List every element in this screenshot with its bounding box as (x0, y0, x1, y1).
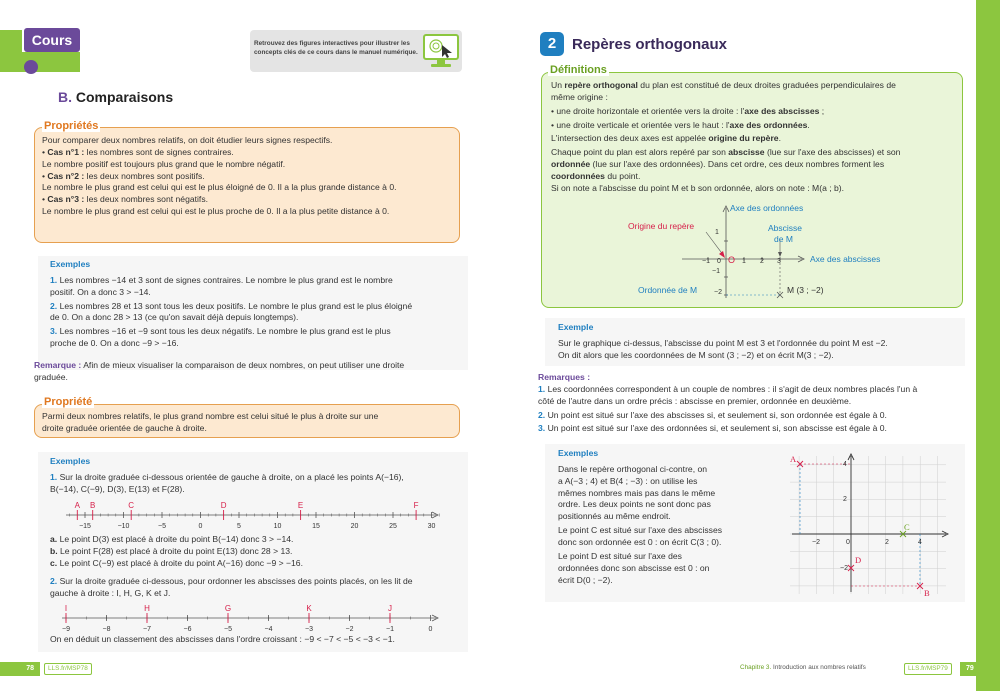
abscissa-label-2: de M (774, 234, 793, 244)
ordinate-label: Ordonnée de M (638, 285, 698, 295)
nl1-tick-label: 25 (389, 523, 397, 530)
definitions-text: Un repère orthogonal du plan est constitué de deux droites graduées perpendiculaires de même origine : • une droite horizontale et orientée vers la droite : l'axe des abscisses ; • une droite verticale et orientée vers le haut : l'axe des ordonnées. L'intersection des deux axes est appelée origine du repère. Chaque point du plan est alors repéré par son abscisse (lue sur l'axe des abscisses) et son ordonnée (lue sur l'axe des ordonnées). Dans cet ordre, ces deux nombres forment les coordonnées du point. Si on note a l'abscisse du point M et b son ordonnée, alors on note : M(a ; b). (551, 80, 901, 193)
grid-figure (786, 452, 956, 600)
origin-label: Origine du repère (628, 221, 695, 231)
nl2-tick-label: −9 (62, 626, 70, 633)
nl1-tick-label: 20 (350, 523, 359, 530)
nl2-point-label: G (224, 604, 232, 613)
promo-text: Retrouvez des figures interactives pour illustrer les concepts clés de ce cours dans le manuel numérique. (254, 40, 418, 57)
x-axis-label: Axe des abscisses (810, 254, 881, 264)
nl2-tick-label: −3 (305, 626, 313, 633)
tick-y--2: −2 (714, 289, 722, 296)
decor-bar (0, 52, 80, 72)
grid-tick-y-2: 2 (843, 496, 847, 503)
nl2-tick-label: −4 (264, 626, 273, 633)
nl1-tick-label: 0 (198, 523, 203, 530)
tick-x-0: 0 (717, 258, 721, 265)
nl1-point-label: D (220, 501, 227, 510)
tick-x-2: 2 (760, 258, 764, 265)
nl1-point-label: C (128, 501, 135, 510)
nl1-point-label: B (90, 501, 96, 510)
nl1-point-label: A (74, 501, 80, 510)
grid-tick-x--2: −2 (812, 539, 820, 546)
section-number: 2 (540, 32, 564, 56)
property-label: Propriété (44, 396, 93, 408)
abscissa-label: Abscisse (768, 223, 803, 233)
tick-x--1: −1 (702, 258, 710, 265)
grid-tick-y--2: −2 (840, 565, 848, 572)
examples-text: Exemples 1. Les nombres −14 et 3 sont de signes contraires. Le nombre le plus grand est le nombre positif. On a donc 3 > −14. 2. Les nombres 28 et 13 sont tous les deux positifs. Le nombre le plus grand est le plus éloigné de 0. On a donc 28 > 13 (ce qu'on savait déjà depuis longtemps). 3. Les nombres −16 et −9 sont tous les deux négatifs. Le nombre le plus grand est le plus proche de 0. On a donc −9 > −16. (50, 259, 413, 349)
example-text: Exemple Sur le graphique ci-dessus, l'abscisse du point M est 3 et l'ordonnée du point M est −2. On dit alors que les coordonnées de M sont (3 ; −2) et on écrit M(3 ; −2). (558, 322, 888, 360)
page-number-right: 79 (960, 662, 1000, 676)
definitions-label: Définitions (550, 64, 607, 76)
remarks: Remarques : 1. Les coordonnées correspondent à un couple de nombres : il s'agit de deux nombres placés l'un à côté de l'autre dans un ordre précis : abscisse en premier, ordonnée en deuxième. 2. Un point est situé sur l'axe des abscisses si, et seulement si, son ordonnée est égale à 0. 3. Un point est situé sur l'axe des ordonnées si, et seulement si, son abscisse est égale à 0. (538, 372, 918, 434)
tick-x-3: 3 (777, 258, 781, 265)
nl1-tick-label: 10 (273, 523, 282, 530)
coordinate-figure (622, 200, 892, 304)
properties-label: Propriétés (44, 120, 99, 132)
nl2-point-label: I (64, 604, 68, 613)
section-title: Repères orthogonaux (572, 36, 728, 53)
y-axis-label: Axe des ordonnées (730, 203, 804, 213)
grid-tick-x-2: 2 (885, 539, 889, 546)
nl2-point-label: K (306, 604, 312, 613)
nl1-tick-label: −10 (117, 523, 130, 530)
origin-o: O (728, 255, 736, 265)
nl1-tick-label: 15 (312, 523, 320, 530)
grid-point-a: A (790, 454, 797, 464)
number-line-2 (58, 602, 442, 634)
grid-point-b: B (924, 588, 930, 598)
nl1-tick-label: 30 (427, 523, 436, 530)
nl1-point-label: E (297, 501, 304, 510)
nl2-point-label: J (388, 604, 392, 613)
nl1-tick-label: −5 (158, 523, 166, 530)
cours-tab: Cours (24, 28, 80, 52)
decor-strip-right (976, 0, 1000, 691)
nl2-tick-label: −8 (102, 626, 111, 633)
tick-y-1: 1 (715, 229, 719, 236)
grid-tick-x-4: 4 (918, 539, 922, 546)
conclusion: On en déduit un classement des abscisses dans l'ordre croissant : −9 < −7 < −5 < −3 < −1. (50, 634, 395, 644)
grid-point-d: D (855, 555, 862, 565)
chapter-footer: Chapitre 3. Introduction aux nombres relatifs (740, 664, 866, 671)
point-m-label: M (3 ; −2) (787, 285, 824, 295)
nl1-tick-label: 5 (237, 523, 241, 530)
nl2-tick-label: −2 (345, 626, 354, 633)
decor-dot (24, 60, 38, 74)
examples-text-2b: a. Le point D(3) est placé à droite du point B(−14) donc 3 > −14. b. Le point F(28) est placé à droite du point E(13) donc 28 > 13. c. Le point C(−9) est placé à droite du point A(−16) donc −9 > −16. (50, 534, 303, 568)
tick-x-1: 1 (742, 258, 746, 265)
nl1-point-label: F (413, 501, 419, 510)
number-line-1 (60, 498, 440, 532)
section-heading: B. Comparaisons (58, 89, 174, 105)
property-text: Parmi deux nombres relatifs, le plus grand nombre est celui situé le plus à droite sur une droite graduée orientée de gauche à droite. (42, 411, 379, 433)
remark: Remarque : Afin de mieux visualiser la comparaison de deux nombres, on peut utiliser une droite graduée. (34, 360, 405, 382)
nl2-tick-label: −1 (386, 626, 394, 633)
nl1-tick-label: −15 (79, 523, 91, 530)
nl2-tick-label: 0 (428, 626, 433, 633)
examples-text-2c: 2. Sur la droite graduée ci-dessous, pour ordonner les abscisses des points placés, on les lit de gauche à droite : I, H, G, K et J. (50, 576, 413, 598)
properties-text: Pour comparer deux nombres relatifs, on doit étudier leurs signes respectifs. • Cas n°1 : les nombres sont de signes contraires. Le nombre positif est toujours plus grand que le nombre négatif. • Cas n°2 : les deux nombres sont positifs. Le nombre le plus grand est celui qui est le plus éloigné de 0. Il a la plus grande distance à 0. • Cas n°3 : les deux nombres sont négatifs. Le nombre le plus grand est celui qui est le plus proche de 0. Il a la plus petite distance à 0. (42, 135, 397, 217)
tick-y--1: −1 (712, 268, 720, 275)
grid-point-c: C (904, 522, 910, 532)
interactive-screen-icon[interactable] (422, 33, 460, 69)
nl2-tick-label: −5 (224, 626, 232, 633)
examples-text-2: Exemples 1. Sur la droite graduée ci-dessous orientée de gauche à droite, on a placé les points A(−16), B(−14), C(−9), D(3), E(13) et F(28). (50, 456, 404, 494)
examples-text-3: Exemples Dans le repère orthogonal ci-contre, on a A(−3 ; 4) et B(4 ; −3) : on utilise les mêmes nombres mais pas dans le même ordre. Les deux points ne sont donc pas positionnés au même endroit. Le point C est situé sur l'axe des abscisses donc son ordonnée est 0 : on écrit C(3 ; 0). Le point D est situé sur l'axe des ordonnées donc son abscisse est 0 : on écrit D(0 ; −2). (558, 448, 723, 585)
grid-tick-y-4: 4 (843, 461, 847, 468)
grid-tick-x-0: 0 (846, 539, 850, 546)
page-number-left: 78 (0, 662, 40, 676)
link-left[interactable]: LLS.fr/MSP78 (44, 663, 92, 675)
nl2-point-label: H (144, 604, 150, 613)
nl2-tick-label: −6 (183, 626, 192, 633)
link-right[interactable]: LLS.fr/MSP79 (904, 663, 952, 675)
nl2-tick-label: −7 (143, 626, 151, 633)
